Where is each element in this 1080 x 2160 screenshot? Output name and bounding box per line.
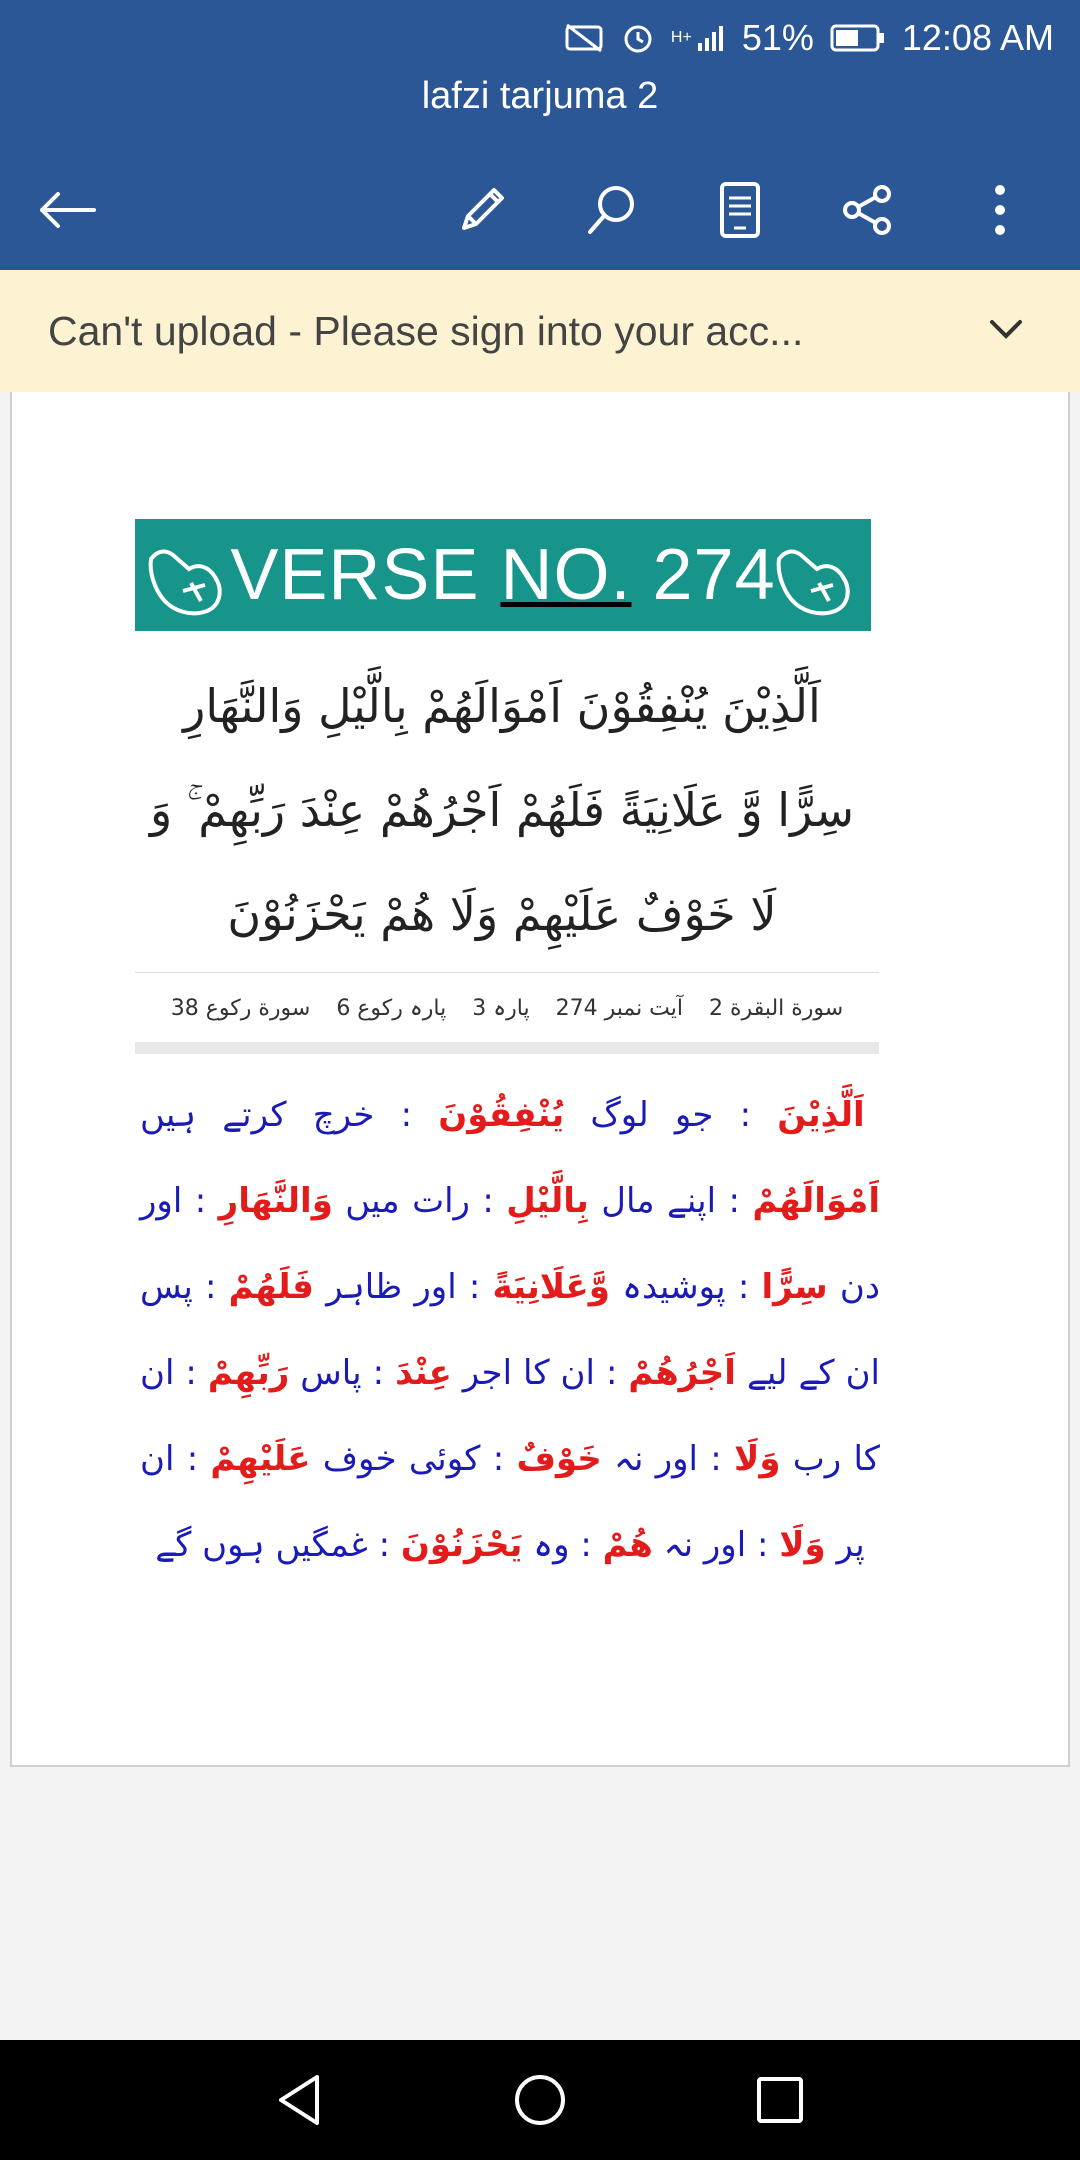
more-options-icon [990,182,1010,238]
arabic-word: وَلَا [779,1525,826,1565]
ref-surah-ruku: سورة رکوع 38 [170,995,311,1021]
alarm-icon [621,21,655,55]
triangle-back-icon [275,2073,325,2127]
arabic-word: عَلَيْهِمْ [210,1439,311,1479]
arabic-word: اَمْوَالَهُمْ [752,1181,880,1221]
status-bar [0,0,1080,75]
urdu-meaning: : وہ [522,1525,603,1565]
verse-prefix: VERSE [230,535,501,615]
arabic-word: رَبِّهِمْ [207,1353,290,1393]
urdu-meaning: : پوشیدہ [609,1267,762,1307]
nav-back-button[interactable] [270,2070,330,2130]
urdu-meaning: : پس ان کے لیے [140,1267,880,1393]
ref-surah: سورة البقرة 2 [709,995,844,1021]
urdu-meaning: : ان کا رب [140,1353,880,1479]
urdu-meaning: : اور نہ [601,1439,735,1479]
system-nav-bar [0,2040,1080,2160]
word-by-word-translation [140,1072,880,1588]
more-options-button[interactable] [960,170,1040,250]
urdu-meaning: : اور ظاہر [313,1267,493,1307]
verse-reference [135,972,879,1043]
clock: 12:08 AM [901,16,1054,58]
back-arrow-icon [38,190,98,230]
urdu-meaning: : پاس [289,1353,396,1393]
urdu-meaning: : خرچ کرتے ہیں [140,1095,439,1135]
urdu-meaning: : کوئی خوف [310,1439,517,1479]
battery-percent: 51% [741,16,814,58]
verse-no-label: NO. [500,535,632,615]
signal-icon [671,23,726,53]
circle-home-icon [513,2073,567,2127]
arabic-line: لَا خَوْفٌ عَلَيْهِمْ وَلَا هُمْ يَحْزَنُوْنَ [227,887,777,941]
battery-icon [830,23,886,53]
share-icon [840,182,896,238]
verse-title [230,534,775,616]
urdu-meaning: : رات میں [332,1181,507,1221]
square-recents-icon [755,2075,805,2125]
arabic-verse [122,654,882,966]
network-type: H+ [670,28,692,46]
ref-para-ruku: پارہ رکوع 6 [336,995,447,1021]
urdu-meaning: : جو لوگ [564,1095,778,1135]
praying-hands-icon [143,529,235,621]
no-sim-icon [563,21,605,55]
chevron-down-icon[interactable] [986,308,1026,348]
urdu-meaning: : ان پر [140,1439,865,1565]
app-bar [0,0,1080,270]
divider [135,1042,879,1054]
urdu-meaning: : اور نہ [652,1525,780,1565]
praying-hands-icon [771,529,863,621]
edit-pencil-icon [454,182,510,238]
arabic-word: بِالَّيْلِ [506,1181,589,1221]
verse-number: 274 [631,535,776,615]
arabic-word: وَّعَلَانِيَةً [492,1267,610,1307]
upload-error-banner[interactable] [0,270,1080,392]
ref-para: پارہ 3 [472,995,530,1021]
arabic-word: خَوْفٌ [516,1439,602,1479]
search-button[interactable] [572,170,652,250]
mobile-view-icon [718,180,762,240]
arabic-word: سِرًّا [761,1267,828,1307]
urdu-meaning: : اور دن [140,1181,881,1307]
arabic-word: وَالنَّهَارِ [218,1181,333,1221]
arabic-word: وَلَا [734,1439,781,1479]
banner-text: Can't upload - Please sign into your acc... [48,307,804,354]
arabic-word: اَجْرُهُمْ [628,1353,736,1393]
toolbar [0,160,1080,240]
arabic-line: اَلَّذِيْنَ يُنْفِقُوْنَ اَمْوَالَهُمْ بِالَّيْلِ وَالنَّهَارِ [183,679,821,733]
edit-button[interactable] [442,170,522,250]
arabic-word: هُمْ [602,1525,653,1565]
urdu-meaning: : اپنے مال [588,1181,753,1221]
share-button[interactable] [828,170,908,250]
arabic-word: يَحْزَنُوْنَ [400,1525,523,1565]
ref-ayat: آیت نمبر 274 [555,995,684,1021]
arabic-word: يُنْفِقُوْنَ [438,1095,565,1135]
document-page[interactable] [10,392,1070,1767]
arabic-line: سِرًّا وَّ عَلَانِيَةً فَلَهُمْ اَجْرُهُمْ عِنْدَ رَبِّهِمْ ۚ وَ [149,783,855,837]
arabic-word: اَلَّذِيْنَ [777,1095,865,1135]
urdu-meaning: : غمگیں ہوں گے [155,1525,401,1565]
urdu-meaning: : ان کا اجر [451,1353,629,1393]
arabic-word: عِنْدَ [395,1353,452,1393]
arabic-word: فَلَهُمْ [228,1267,314,1307]
document-title: lafzi tarjuma 2 [421,75,659,117]
mobile-view-button[interactable] [700,170,780,250]
search-icon [584,182,640,238]
nav-home-button[interactable] [510,2070,570,2130]
back-button[interactable] [28,170,108,250]
nav-recents-button[interactable] [750,2070,810,2130]
verse-header [135,519,871,631]
